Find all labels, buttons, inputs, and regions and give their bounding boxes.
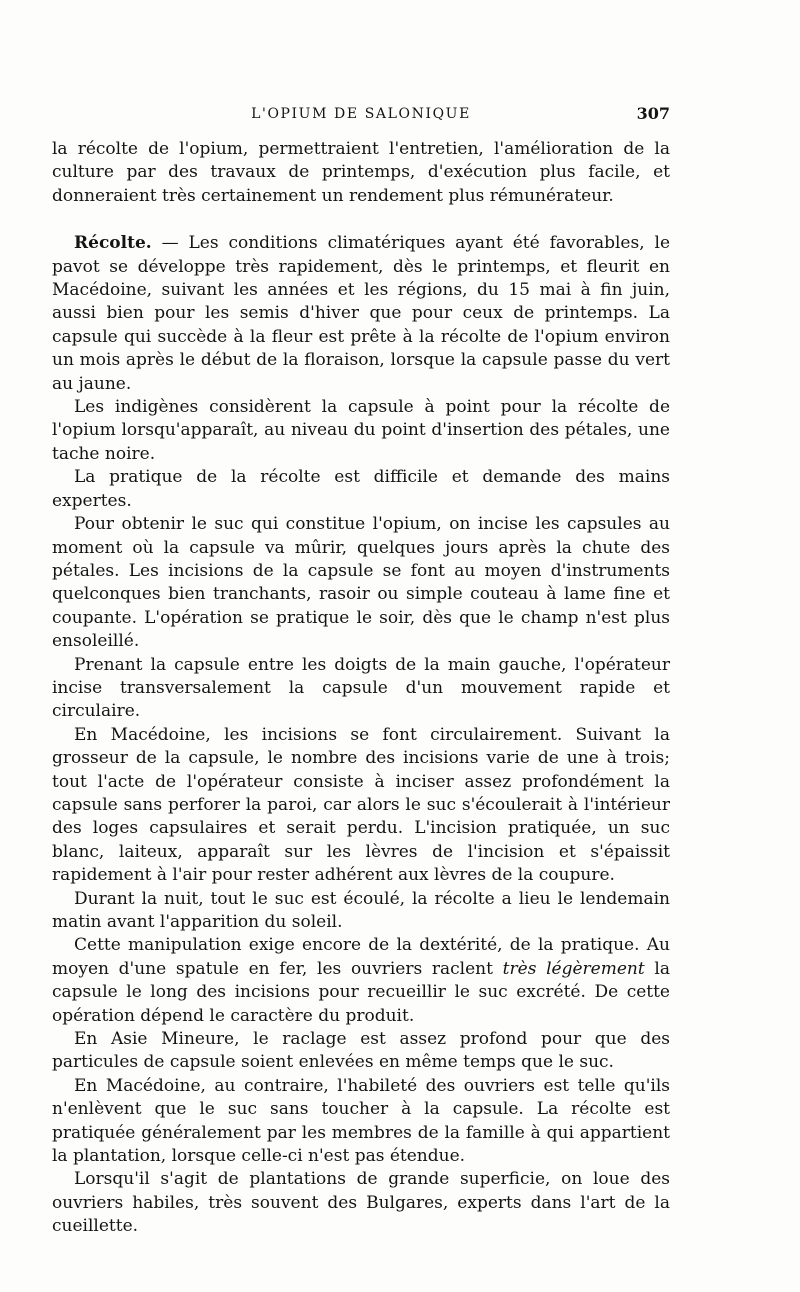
paragraph-text: Prenant la capsule entre les doigts de la main gauche, l'opérateur incise transversalement la capsule d'un mouvement rapide et circulaire. <box>52 654 670 722</box>
paragraph <box>52 1075 670 1169</box>
paragraph-text: Durant la nuit, tout le suc est écoulé, la récolte a lieu le lendemain matin avant l'apparition du soleil. <box>52 888 670 932</box>
paragraph <box>52 888 670 935</box>
paragraph <box>52 724 670 888</box>
body-text <box>52 138 670 1239</box>
paragraph-text: Lorsqu'il s'agit de plantations de grande superficie, on loue des ouvriers habiles, très souvent des Bulgares, experts dans l'art de la cueillette. <box>52 1169 670 1237</box>
paragraph-text: la capsule le long des incisions pour recueillir le suc excrété. De cette opération dépend le caractère du produit. <box>52 958 670 1026</box>
paragraph-text: En Macédoine, les incisions se font circulairement. Suivant la grosseur de la capsule, le nombre des incisions varie de une à trois; tout l'acte de l'opérateur consiste à inciser assez profondément la capsule sans perforer la paroi, car alors le suc s'écoulerait à l'intérieur des loges capsulaires et serait perdu. L'incision pratiquée, un suc blanc, laiteux, apparaît sur les lèvres de l'incision et s'épaissit rapidement à l'air pour rester adhérent aux lèvres de la coupure. <box>52 724 670 886</box>
paragraph <box>52 466 670 513</box>
heading-dash: — <box>161 233 179 254</box>
paragraph-text: la récolte de l'opium, permettraient l'entretien, l'amélioration de la culture par des travaux de printemps, d'exécution plus facile, et donneraient très certainement un rendement plus rémunérateur. <box>52 139 670 206</box>
paragraph <box>52 1168 670 1238</box>
running-header <box>52 104 670 128</box>
paragraph-text: En Asie Mineure, le raclage est assez profond pour que des particules de capsule soient enlevées en même temps que le suc. <box>52 1029 670 1073</box>
paragraph-text: Pour obtenir le suc qui constitue l'opium, on incise les capsules au moment où la capsule va mûrir, quelques jours après la chute des pétales. Les incisions de la capsule se font au moyen d'instruments quelconques bien tranchants, rasoir ou simple couteau à lame fine et coupante. L'opération se pratique le soir, dès que le champ n'est plus ensoleillé. <box>52 514 670 652</box>
italic-emphasis: très légèrement <box>502 958 645 979</box>
paragraph-text: La pratique de la récolte est difficile et demande des mains expertes. <box>52 467 670 511</box>
paragraph <box>52 513 670 653</box>
running-title: L'OPIUM DE SALONIQUE <box>251 106 471 122</box>
paragraph-with-emphasis <box>52 934 670 1028</box>
paragraph <box>52 396 670 466</box>
page-number: 307 <box>636 104 670 123</box>
paragraph <box>52 1028 670 1075</box>
paragraph-text: Les conditions climatériques ayant été favorables, le pavot se développe très rapidement, dès le printemps, et fleurit en Macédoine, suivant les années et les régions, du 15 mai à fin juin, aussi bien pour les semis d'hiver que pour ceux de printemps. La capsule qui succède à la fleur est prête à la récolte de l'opium environ un mois après le début de la floraison, lorsque la capsule passe du vert au jaune. <box>52 233 671 394</box>
paragraph-recolte <box>52 232 670 396</box>
paragraph-text: Cette manipulation exige encore de la dextérité, de la pratique. Au moyen d'une spatule en fer, les ouvriers raclent <box>52 935 670 979</box>
paragraph-text: Les indigènes considèrent la capsule à point pour la récolte de l'opium lorsqu'apparaît, au niveau du point d'insertion des pétales, une tache noire. <box>52 397 670 464</box>
paragraph-text: En Macédoine, au contraire, l'habileté des ouvriers est telle qu'ils n'enlèvent que le suc sans toucher à la capsule. La récolte est pratiquée généralement par les membres de la famille à qui appartient la plantation, lorsque celle-ci n'est pas étendue. <box>52 1075 670 1167</box>
section-heading-recolte: Récolte. <box>74 233 152 254</box>
paragraph-continuation <box>52 138 670 208</box>
paragraph <box>52 654 670 724</box>
